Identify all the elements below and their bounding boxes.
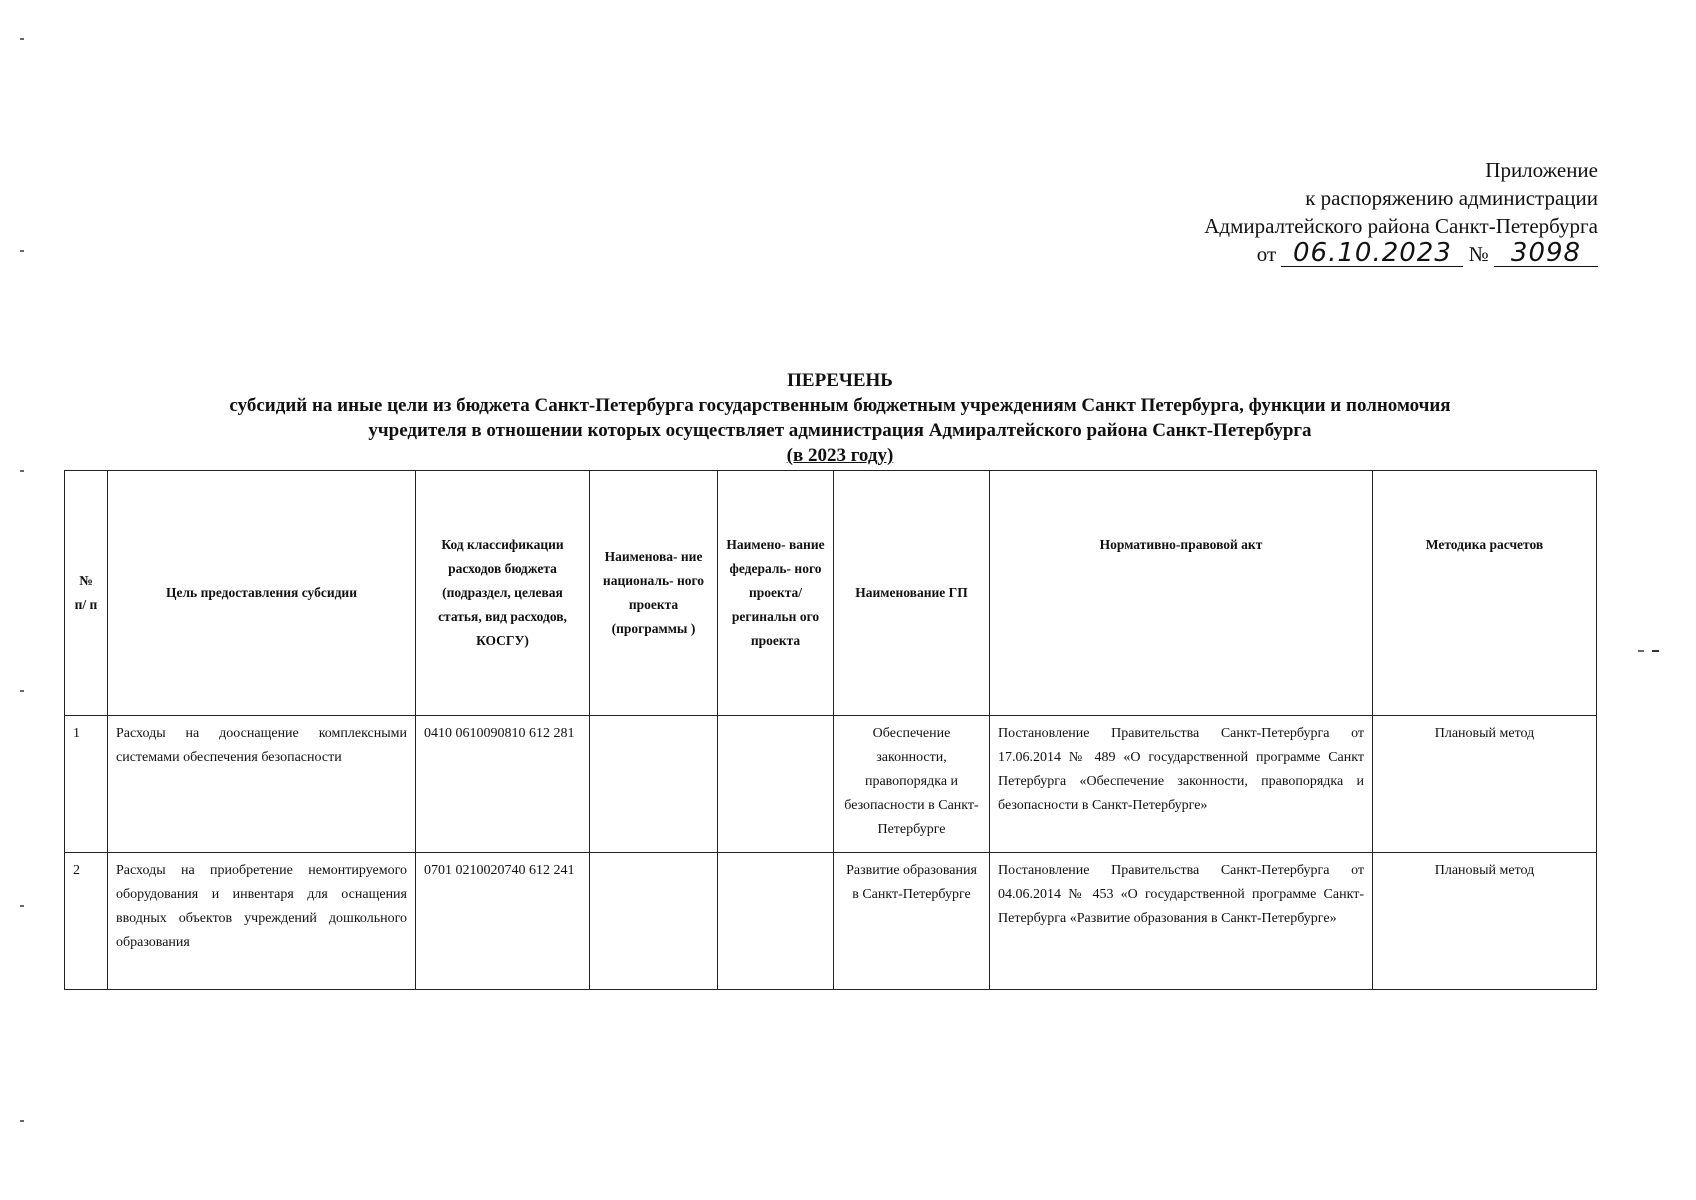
header-goal: Цель предоставления субсидии [108, 471, 416, 716]
cell-gp: Развитие образования в Санкт-Петербурге [834, 853, 990, 990]
number-label: № [1468, 242, 1489, 266]
header-method: Методика расчетов [1373, 471, 1597, 716]
header-code: Код классификации расходов бюджета (подраздел, целевая статья, вид расходов, КОСГУ) [416, 471, 590, 716]
cell-national-project [590, 853, 718, 990]
cell-goal: Расходы на приобретение немонтируемого оборудования и инвентаря для оснащения вводных объектов учреждений дошкольного образования [108, 853, 416, 990]
table-header-row [65, 471, 1597, 716]
scan-speck [20, 690, 24, 692]
cell-federal-project [718, 853, 834, 990]
appendix-block [1204, 156, 1598, 268]
appendix-line-2: к распоряжению администрации [1305, 186, 1598, 210]
cell-act: Постановление Правительства Санкт-Петербурга от 04.06.2014 № 453 «О государственной программе Санкт-Петербурга «Развитие образования в Санкт-Петербурге» [990, 853, 1373, 990]
subsidy-table [64, 470, 1597, 990]
cell-code: 0410 0610090810 612 281 [416, 716, 590, 853]
from-label: от [1256, 242, 1277, 266]
document-title [60, 368, 1620, 468]
header-national-project: Наименова- ние националь- ного проекта (программы ) [590, 471, 718, 716]
header-act: Нормативно-правовой акт [990, 471, 1373, 716]
handwritten-date: 06.10.2023 [1281, 240, 1463, 267]
cell-act: Постановление Правительства Санкт-Петербурга от 17.06.2014 № 489 «О государственной программе Санкт Петербурга «Обеспечение законности, правопорядка и безопасности в Санкт-Петербурге» [990, 716, 1373, 853]
appendix-title: Приложение [1485, 158, 1598, 182]
cell-goal: Расходы на дооснащение комплексными системами обеспечения безопасности [108, 716, 416, 853]
scan-speck [1638, 650, 1644, 652]
scan-speck [20, 38, 24, 40]
scan-speck [20, 470, 24, 472]
table-row [65, 853, 1597, 990]
title-heading: ПЕРЕЧЕНЬ [787, 370, 893, 391]
cell-num: 1 [65, 716, 108, 853]
scan-speck [20, 250, 24, 252]
header-num: № п/ п [65, 471, 108, 716]
appendix-date-line [1204, 240, 1598, 268]
cell-num: 2 [65, 853, 108, 990]
title-line-1: субсидий на иные цели из бюджета Санкт-Петербурга государственным бюджетным учреждениям Санкт Петербурга, функции и полномочия [229, 395, 1451, 416]
header-gp: Наименование ГП [834, 471, 990, 716]
title-line-2: учредителя в отношении которых осуществляет администрация Адмиралтейского района Санкт-Петербурга [368, 420, 1312, 441]
header-federal-project: Наимено- вание федераль- ного проекта/ регинальн ого проекта [718, 471, 834, 716]
scan-speck [20, 905, 24, 907]
cell-federal-project [718, 716, 834, 853]
cell-code: 0701 0210020740 612 241 [416, 853, 590, 990]
cell-method: Плановый метод [1373, 853, 1597, 990]
cell-gp: Обеспечение законности, правопорядка и безопасности в Санкт-Петербурге [834, 716, 990, 853]
title-year: (в 2023 году) [786, 445, 894, 466]
table-row [65, 716, 1597, 853]
scan-speck [1652, 650, 1659, 652]
handwritten-number: 3098 [1494, 240, 1598, 267]
appendix-line-3: Адмиралтейского района Санкт-Петербурга [1204, 214, 1598, 238]
cell-method: Плановый метод [1373, 716, 1597, 853]
cell-national-project [590, 716, 718, 853]
scan-speck [20, 1120, 24, 1122]
